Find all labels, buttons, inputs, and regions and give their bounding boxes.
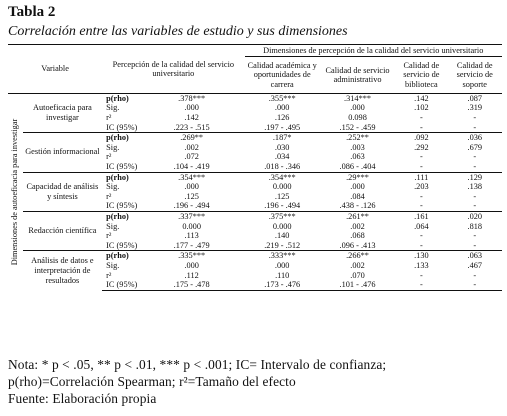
stat-label: IC (95%) xyxy=(102,280,139,290)
perception-header: Percepción de la calidad del servicio universitario xyxy=(102,45,244,94)
stat-label: IC (95%) xyxy=(106,201,138,211)
cell-value: .314*** xyxy=(344,93,372,103)
correlation-table xyxy=(8,44,502,291)
variable-name: Autoeficacia para investigar xyxy=(33,103,92,122)
cell-value: .000 xyxy=(184,103,199,113)
table-subtitle: Correlación entre las variables de estudio y sus dimensiones xyxy=(8,24,348,39)
cell-value: .467 xyxy=(467,260,483,270)
cell-value: .125 xyxy=(184,191,199,201)
side-dimension-text: Dimensiones de autoeficacia para investigar xyxy=(10,118,20,266)
side-dimension-label xyxy=(8,93,23,290)
table-row xyxy=(8,133,502,143)
cell-value: - xyxy=(419,231,423,241)
cell-value: .101 - .476 xyxy=(320,280,395,290)
cell-value: .130 xyxy=(395,251,447,261)
cell-value: - xyxy=(419,113,423,122)
dim3-header: Calidad de servicio de biblioteca xyxy=(395,57,447,94)
cell-value: .679 xyxy=(467,142,483,152)
stat-label: Sig. xyxy=(106,221,120,231)
cell-value: .187* xyxy=(245,133,320,143)
cell-value: .002 xyxy=(184,142,199,152)
cell-value: 0.000 xyxy=(272,221,292,231)
cell-value: .266** xyxy=(320,251,395,261)
cell-value: - xyxy=(473,113,477,122)
note-line-1: Nota: * p < .05, ** p < .01, *** p < .001; IC= Intervalo de confianza; xyxy=(8,357,387,372)
cell-value: .223 - .515 xyxy=(173,122,210,132)
cell-value: .063 xyxy=(350,152,365,162)
cell-value: .375*** xyxy=(245,211,320,221)
cell-value: .034 xyxy=(274,152,290,162)
stat-label: Sig. xyxy=(106,182,120,192)
cell-value: .020 xyxy=(448,211,502,221)
cell-value: .000 xyxy=(274,260,290,270)
cell-value: .003 xyxy=(350,142,365,152)
cell-value: .175 - .478 xyxy=(139,280,245,290)
note-line-2: p(rho)=Correlación Spearman; r²=Tamaño del efecto xyxy=(8,374,296,389)
cell-value: .110 xyxy=(275,270,290,280)
cell-value: - xyxy=(419,152,423,162)
cell-value: .152 - .459 xyxy=(339,122,376,132)
cell-value: .269** xyxy=(139,133,245,143)
cell-value: .197 - .495 xyxy=(264,122,301,132)
dim2-header: Calidad de servicio administrativo xyxy=(320,57,395,94)
cell-value: .438 - .126 xyxy=(339,201,376,211)
cell-value: .000 xyxy=(184,182,199,192)
variable-name: Capacidad de análisis y síntesis xyxy=(23,172,103,211)
cell-value: .133 xyxy=(414,260,429,270)
cell-value: .087 xyxy=(467,93,483,103)
cell-value: .000 xyxy=(184,260,199,270)
cell-value: .335*** xyxy=(139,251,245,261)
cell-value: .063 xyxy=(448,251,502,261)
variable-name: Redacción científica xyxy=(23,211,103,250)
cell-value: - xyxy=(395,280,447,290)
cell-value: .355*** xyxy=(268,93,296,103)
cell-value: .104 - .419 xyxy=(173,161,210,171)
cell-value: - xyxy=(473,270,477,280)
cell-value: - xyxy=(473,231,477,241)
stat-label: r² xyxy=(106,191,112,201)
cell-value: .111 xyxy=(395,172,447,182)
cell-value: - xyxy=(473,191,477,201)
stat-label: r² xyxy=(106,231,112,241)
cell-value: .142 xyxy=(414,93,429,103)
table-row xyxy=(8,251,502,261)
stat-label: IC (95%) xyxy=(106,122,138,132)
cell-value: .072 xyxy=(184,152,199,162)
cell-value: .092 xyxy=(395,133,447,143)
cell-value: - xyxy=(473,152,477,162)
cell-value: - xyxy=(419,191,423,201)
cell-value: .333*** xyxy=(245,251,320,261)
cell-value: .319 xyxy=(467,103,483,113)
cell-value: .337*** xyxy=(139,211,245,221)
cell-value: - xyxy=(448,280,502,290)
cell-value: 0.000 xyxy=(182,221,201,231)
cell-value: - xyxy=(419,240,423,250)
stat-label: IC (95%) xyxy=(106,240,138,250)
cell-value: .354*** xyxy=(245,172,320,182)
cell-value: .219 - .512 xyxy=(264,240,301,250)
cell-value: - xyxy=(473,240,477,250)
cell-value: .112 xyxy=(184,270,199,280)
cell-value: .177 - .479 xyxy=(173,240,210,250)
cell-value: - xyxy=(419,270,423,280)
stat-label: p(rho) xyxy=(106,93,129,103)
note-line-3: Fuente: Elaboración propia xyxy=(8,391,157,406)
cell-value: .125 xyxy=(274,191,290,201)
cell-value: .161 xyxy=(395,211,447,221)
cell-value: - xyxy=(419,201,423,211)
variable-name: Análisis de datos e interpretación de resultados xyxy=(23,251,103,290)
cell-value: .196 - .494 xyxy=(173,201,210,211)
cell-value: .203 xyxy=(414,182,429,192)
cell-value: .818 xyxy=(467,221,483,231)
stat-label: Sig. xyxy=(106,103,120,113)
cell-value: .142 xyxy=(184,113,199,122)
table-row xyxy=(8,172,502,182)
table-body xyxy=(8,93,502,290)
variable-name: Gestión informacional xyxy=(23,133,103,172)
cell-value: - xyxy=(419,122,423,132)
stat-label: Sig. xyxy=(106,260,120,270)
dim1-header: Calidad académica y oportunidades de carrera xyxy=(245,57,320,94)
cell-value: 0.098 xyxy=(348,113,367,122)
cell-value: .096 - .413 xyxy=(339,240,376,250)
cell-value: .252** xyxy=(320,133,395,143)
cell-value: .113 xyxy=(184,231,199,241)
stat-label: IC (95%) xyxy=(106,161,138,171)
table-row xyxy=(8,211,502,221)
cell-value: .064 xyxy=(414,221,429,231)
cell-value: .378*** xyxy=(178,93,206,103)
cell-value: .070 xyxy=(350,270,365,280)
cell-value: .140 xyxy=(274,231,290,241)
stat-label: p(rho) xyxy=(102,251,139,261)
cell-value: .354*** xyxy=(139,172,245,182)
variable-header: Variable xyxy=(8,45,102,94)
cell-value: .002 xyxy=(350,260,365,270)
table-row xyxy=(8,93,502,103)
cell-value: .000 xyxy=(274,103,290,113)
cell-value: - xyxy=(473,122,477,132)
cell-value: .292 xyxy=(414,142,429,152)
cell-value: - xyxy=(419,161,423,171)
stat-label: p(rho) xyxy=(102,133,139,143)
stat-label: r² xyxy=(106,270,112,280)
cell-value: .086 - .404 xyxy=(339,161,376,171)
stat-label: Sig. xyxy=(106,142,120,152)
cell-value: .068 xyxy=(350,231,365,241)
stat-label: p(rho) xyxy=(102,211,139,221)
cell-value: - xyxy=(473,161,477,171)
cell-value: - xyxy=(473,201,477,211)
stat-label: p(rho) xyxy=(102,172,139,182)
cell-value: .29*** xyxy=(320,172,395,182)
stat-label: r² xyxy=(106,152,112,162)
dim4-header: Calidad de servicio de soporte xyxy=(448,57,502,94)
cell-value: .196 - .494 xyxy=(264,201,301,211)
cell-value: .138 xyxy=(467,182,483,192)
cell-value: .126 xyxy=(274,113,290,122)
cell-value: .102 xyxy=(414,103,429,113)
cell-value: .000 xyxy=(350,182,365,192)
cell-value: .129 xyxy=(448,172,502,182)
cell-value: 0.000 xyxy=(272,182,292,192)
cell-value: .018 - .346 xyxy=(264,161,301,171)
cell-value: .084 xyxy=(350,191,365,201)
cell-value: .000 xyxy=(350,103,365,113)
table-notes xyxy=(8,356,502,407)
cell-value: .261** xyxy=(320,211,395,221)
cell-value: .002 xyxy=(350,221,365,231)
table-title: Tabla 2 xyxy=(8,4,56,20)
dimensions-group-header: Dimensiones de percepción de la calidad del servicio universitario xyxy=(245,45,502,57)
cell-value: .036 xyxy=(448,133,502,143)
stat-label: r² xyxy=(106,113,112,122)
cell-value: .173 - .476 xyxy=(245,280,320,290)
cell-value: .030 xyxy=(274,142,290,152)
